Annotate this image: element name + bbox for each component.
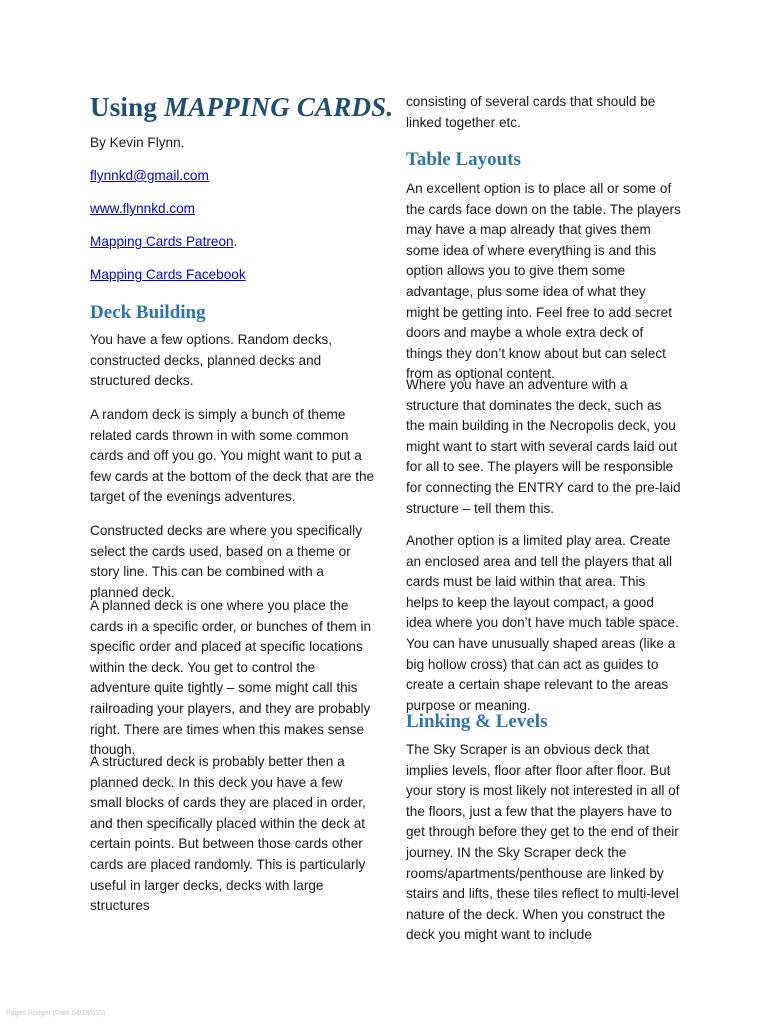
facebook-link[interactable]: Mapping Cards Facebook: [90, 267, 246, 282]
website-line: [90, 199, 375, 220]
table-layouts-paragraph-3: Another option is a limited play area. Create an enclosed area and tell the players that all cards must be laid within that area. This helps to keep the layout compact, a good idea where you don’t have much table space. You can have unusually shaped areas (like a big hollow cross) that can act as guides to create a certain shape relevant to the areas purpose or meaning.: [406, 533, 679, 713]
deck-building-paragraph-2: A random deck is simply a bunch of theme related cards thrown in with some common cards and off you go. You might want to put a few cards at the bottom of the deck that are the target of the evenings adventures.: [90, 407, 375, 505]
continued-paragraph: consisting of several cards that should be linked together etc.: [406, 94, 656, 130]
email-link[interactable]: flynnkd@gmail.com: [90, 168, 209, 183]
heading-linking-levels: Linking & Levels: [406, 711, 548, 732]
deck-building-paragraph-1: You have a few options. Random decks, constructed decks, planned decks and structured decks.: [90, 332, 333, 389]
footer-note: Pages Rodger (Date 04/18/015): [6, 1010, 106, 1017]
website-link[interactable]: www.flynnkd.com: [90, 201, 196, 216]
patreon-suffix: .: [233, 234, 238, 249]
author-line: By Kevin Flynn.: [90, 135, 185, 150]
deck-building-paragraph-5: A structured deck is probably better then a planned deck. In this deck you have a few small blocks of cards they are placed in order, and then specifically placed within the deck at certain points. But between those cards other cards are placed randomly. This is particularly useful in larger decks, decks with large structures: [90, 754, 366, 914]
heading-table-layouts: Table Layouts: [406, 149, 521, 170]
linking-levels-paragraph-1: The Sky Scraper is an obvious deck that implies levels, floor after floor after floor. But your story is most likely not interested in all of the floors, just a few that the players have to get through before they get to the end of their journey. IN the Sky Scraper deck the rooms/apartments/penthouse are linked by stairs and lifts, these tiles reflect to multi-level nature of the deck. When you construct the deck you might want to include: [406, 742, 680, 943]
deck-building-paragraph-3: Constructed decks are where you specifically select the cards used, based on a theme or story line. This can be combined with a planned deck.: [90, 523, 363, 600]
email-line: [90, 166, 375, 187]
document-title: [90, 92, 393, 123]
title-plain: Using: [90, 92, 164, 122]
patreon-link[interactable]: Mapping Cards Patreon: [90, 234, 234, 249]
deck-building-paragraph-4: A planned deck is one where you place the cards in a specific order, or bunches of them in specific order and placed at specific locations within the deck. You get to control the adventure quite tightly – some might call this railroading your players, and they are probably right. There are times when this makes sense though.: [90, 598, 372, 758]
patreon-line: [90, 232, 375, 253]
table-layouts-paragraph-2: Where you have an adventure with a structure that dominates the deck, such as the main building in the Necropolis deck, you might want to start with several cards laid out for all to see. The players will be responsible for connecting the ENTRY card to the pre-laid structure – tell them this.: [406, 377, 681, 516]
title-emphasis: MAPPING CARDS.: [163, 92, 394, 122]
table-layouts-paragraph-1: An excellent option is to place all or some of the cards face down on the table. The players may have a map already that gives them some idea of where everything is and this option allows you to give them some advantage, plus some idea of what they might be getting into. Feel free to add secret doors and maybe a whole extra deck of things they don’t know about but can select from as optional content.: [406, 181, 681, 382]
heading-deck-building: Deck Building: [90, 302, 206, 323]
facebook-line: [90, 265, 375, 286]
